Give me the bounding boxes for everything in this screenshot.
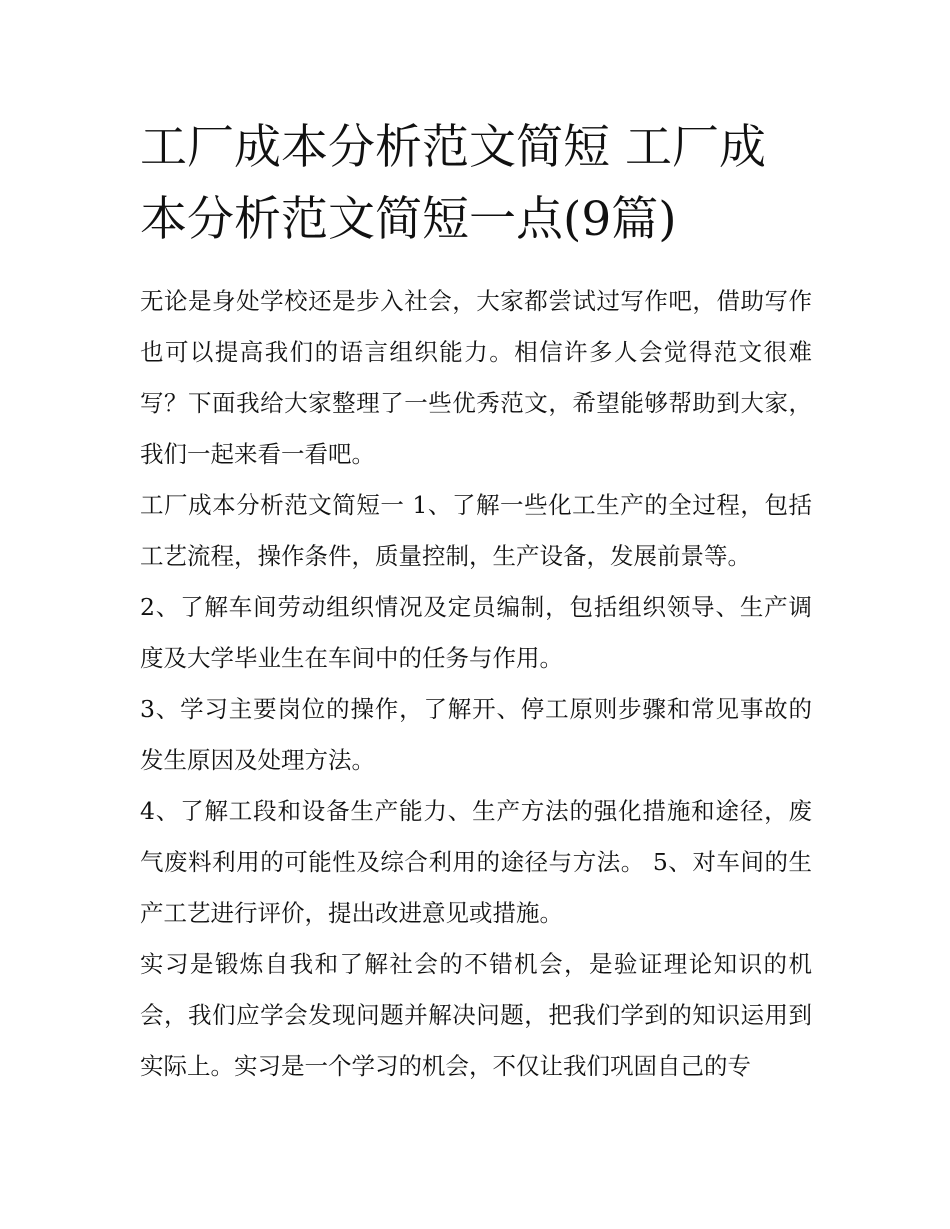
paragraph-item-4-5: 4、了解工段和设备生产能力、生产方法的强化措施和途径，废气废料利用的可能性及综合利用的途径与方法。 5、对车间的生产工艺进行评价，提出改进意见或措施。 [140,797,812,927]
document-title: 工厂成本分析范文简短 工厂成本分析范文简短一点(9篇) [140,120,766,247]
paragraph-item-3: 3、学习主要岗位的操作，了解开、停工原则步骤和常见事故的发生原因及处理方法。 [140,695,812,774]
paragraph-intro: 无论是身处学校还是步入社会，大家都尝试过写作吧，借助写作也可以提高我们的语言组织能力。相信许多人会觉得范文很难写？下面我给大家整理了一些优秀范文，希望能够帮助到大家，我们一起来看一看吧。 [140,287,812,468]
paragraph-item-1: 工厂成本分析范文简短一 1、了解一些化工生产的全过程，包括工艺流程，操作条件，质量控制，生产设备，发展前景等。 [140,491,812,570]
paragraph-item-2: 2、了解车间劳动组织情况及定员编制，包括组织领导、生产调度及大学毕业生在车间中的任务与作用。 [140,593,812,672]
document-body [140,112,812,1092]
paragraph-internship: 实习是锻炼自我和了解社会的不错机会，是验证理论知识的机会，我们应学会发现问题并解决问题，把我们学到的知识运用到实际上。实习是一个学习的机会，不仅让我们巩固自己的专 [140,950,812,1080]
